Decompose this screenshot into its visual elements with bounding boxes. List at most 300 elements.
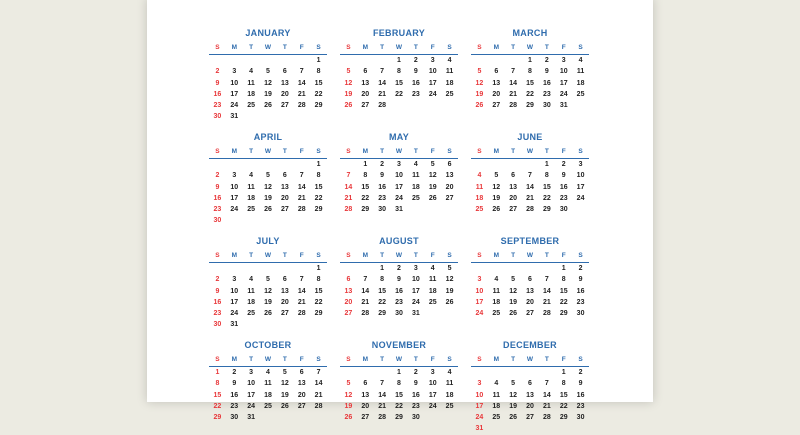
day-cell: 10 bbox=[230, 183, 239, 191]
day-cell: 4 bbox=[266, 369, 270, 376]
week-row bbox=[471, 182, 589, 193]
day-cell bbox=[424, 204, 441, 215]
weekday-header: S bbox=[578, 148, 583, 155]
day-cell bbox=[209, 263, 226, 274]
day-cell: 24 bbox=[576, 194, 585, 202]
weekday-header: F bbox=[299, 252, 304, 259]
day-cell: 15 bbox=[314, 287, 323, 295]
day-cell: 20 bbox=[509, 194, 518, 202]
week-row bbox=[209, 367, 327, 378]
weekday-header: S bbox=[215, 252, 220, 259]
day-cell: 14 bbox=[378, 79, 387, 87]
day-cell: 7 bbox=[528, 172, 532, 180]
day-cell: 15 bbox=[559, 391, 568, 399]
week-row bbox=[209, 159, 327, 170]
day-cell bbox=[488, 263, 505, 274]
day-cell: 2 bbox=[215, 68, 220, 76]
calendar-page bbox=[147, 0, 653, 433]
day-cell bbox=[572, 204, 589, 215]
weekday-header: T bbox=[413, 148, 418, 155]
day-cell bbox=[310, 111, 327, 122]
day-cell bbox=[243, 159, 260, 170]
day-cell: 28 bbox=[297, 102, 306, 110]
day-cell bbox=[441, 204, 458, 215]
week-row bbox=[209, 100, 327, 111]
week-row bbox=[471, 204, 589, 215]
day-cell: 9 bbox=[380, 172, 385, 180]
day-cell: 23 bbox=[559, 194, 568, 202]
day-cell: 11 bbox=[492, 287, 500, 295]
day-cell bbox=[310, 215, 327, 226]
day-cell bbox=[522, 263, 539, 274]
week-row bbox=[340, 378, 458, 389]
day-cell: 5 bbox=[430, 161, 435, 168]
day-cell bbox=[293, 55, 310, 66]
week-row bbox=[471, 378, 589, 389]
weekday-header: W bbox=[395, 252, 403, 259]
day-cell: 19 bbox=[280, 391, 289, 399]
week-row bbox=[209, 297, 327, 308]
day-cell: 22 bbox=[559, 402, 568, 410]
day-cell: 14 bbox=[542, 391, 551, 399]
weekday-header: T bbox=[282, 252, 287, 259]
week-row bbox=[471, 401, 589, 412]
day-cell: 2 bbox=[413, 369, 418, 376]
day-cell: 24 bbox=[411, 298, 420, 306]
weekday-header-row bbox=[471, 250, 589, 263]
day-cell bbox=[260, 55, 277, 66]
day-cell: 17 bbox=[230, 194, 239, 202]
weekday-header: W bbox=[264, 356, 272, 363]
day-cell: 11 bbox=[445, 68, 454, 76]
day-cell: 8 bbox=[316, 276, 321, 284]
day-cell: 18 bbox=[247, 298, 256, 306]
day-cell: 4 bbox=[430, 265, 435, 272]
day-cell bbox=[505, 367, 522, 378]
day-cell bbox=[572, 423, 589, 434]
day-cell: 30 bbox=[542, 102, 551, 110]
day-cell bbox=[538, 367, 555, 378]
day-cell: 28 bbox=[509, 102, 518, 110]
day-cell: 29 bbox=[395, 414, 403, 422]
day-cell: 13 bbox=[492, 79, 501, 87]
week-row bbox=[209, 66, 327, 77]
day-cell: 6 bbox=[447, 161, 452, 168]
day-cell: 3 bbox=[430, 57, 435, 64]
weekday-header: F bbox=[299, 44, 304, 51]
weekday-header-row bbox=[340, 250, 458, 263]
day-cell: 20 bbox=[297, 391, 306, 399]
day-cell: 17 bbox=[475, 402, 484, 410]
day-cell: 28 bbox=[297, 310, 306, 318]
day-cell bbox=[243, 263, 260, 274]
weekday-header: T bbox=[544, 252, 549, 259]
day-cell: 25 bbox=[445, 90, 454, 98]
day-cell bbox=[488, 367, 505, 378]
day-cell: 4 bbox=[249, 276, 254, 284]
weekday-header: W bbox=[264, 148, 272, 155]
day-cell: 9 bbox=[561, 172, 566, 180]
weekday-header: M bbox=[362, 148, 368, 155]
day-cell: 30 bbox=[230, 414, 239, 422]
day-cell: 30 bbox=[213, 321, 222, 329]
day-cell: 12 bbox=[509, 391, 518, 399]
day-cell: 8 bbox=[544, 172, 549, 180]
day-cell: 1 bbox=[561, 369, 566, 376]
day-cell: 26 bbox=[428, 194, 437, 202]
day-cell: 18 bbox=[247, 90, 256, 98]
week-row bbox=[471, 263, 589, 274]
day-cell: 23 bbox=[395, 298, 403, 306]
day-cell: 19 bbox=[264, 194, 272, 202]
day-cell: 5 bbox=[266, 276, 270, 284]
day-cell: 12 bbox=[428, 172, 437, 180]
day-cell: 5 bbox=[477, 68, 482, 76]
day-cell: 22 bbox=[314, 194, 323, 202]
week-row bbox=[209, 390, 327, 401]
day-cell: 17 bbox=[428, 79, 437, 87]
weekday-header: S bbox=[447, 356, 452, 363]
month-title: JANUARY bbox=[245, 28, 291, 38]
day-cell bbox=[441, 412, 458, 423]
day-cell: 5 bbox=[266, 68, 270, 76]
day-cell: 31 bbox=[230, 321, 239, 329]
day-cell: 2 bbox=[380, 161, 385, 168]
day-cell: 1 bbox=[528, 57, 532, 64]
day-cell: 25 bbox=[247, 206, 256, 214]
day-cell: 16 bbox=[542, 79, 551, 87]
day-cell: 6 bbox=[346, 276, 351, 284]
day-cell: 9 bbox=[232, 380, 237, 388]
day-cell: 12 bbox=[264, 287, 272, 295]
day-cell bbox=[424, 308, 441, 319]
day-cell: 6 bbox=[511, 172, 516, 180]
week-row bbox=[209, 55, 327, 66]
day-cell: 5 bbox=[511, 380, 516, 388]
day-cell: 18 bbox=[475, 194, 484, 202]
day-cell: 23 bbox=[213, 102, 222, 110]
day-cell: 10 bbox=[475, 287, 484, 295]
day-cell: 26 bbox=[509, 414, 518, 422]
day-cell: 11 bbox=[576, 68, 585, 76]
day-cell: 16 bbox=[213, 298, 222, 306]
day-cell: 6 bbox=[282, 172, 287, 180]
week-row bbox=[471, 193, 589, 204]
day-cell bbox=[522, 159, 539, 170]
day-cell: 1 bbox=[380, 265, 385, 272]
day-cell: 13 bbox=[361, 79, 370, 87]
day-cell: 3 bbox=[477, 380, 482, 388]
day-cell: 14 bbox=[542, 287, 551, 295]
month-title: MARCH bbox=[512, 28, 548, 38]
day-cell: 27 bbox=[280, 102, 289, 110]
day-cell: 7 bbox=[511, 68, 516, 76]
day-cell: 12 bbox=[344, 391, 353, 399]
day-cell: 18 bbox=[411, 183, 420, 191]
day-cell: 5 bbox=[346, 380, 351, 388]
week-row bbox=[340, 66, 458, 77]
day-cell: 15 bbox=[314, 79, 323, 87]
week-row bbox=[471, 286, 589, 297]
day-cell: 29 bbox=[314, 310, 323, 318]
day-cell: 1 bbox=[544, 161, 549, 168]
day-cell: 30 bbox=[576, 414, 585, 422]
day-cell: 24 bbox=[247, 402, 256, 410]
day-cell: 8 bbox=[397, 380, 401, 388]
day-cell: 23 bbox=[411, 90, 420, 98]
week-row bbox=[340, 297, 458, 308]
day-cell: 27 bbox=[344, 310, 353, 318]
day-cell: 13 bbox=[445, 172, 454, 180]
day-cell: 16 bbox=[230, 391, 239, 399]
weekday-header: S bbox=[215, 356, 220, 363]
day-cell: 9 bbox=[413, 380, 418, 388]
weekday-header: T bbox=[380, 148, 385, 155]
week-row bbox=[209, 274, 327, 285]
week-row bbox=[209, 215, 327, 226]
day-cell: 4 bbox=[447, 57, 452, 64]
day-cell: 12 bbox=[264, 183, 272, 191]
day-cell: 14 bbox=[314, 380, 323, 388]
day-cell: 2 bbox=[578, 265, 583, 272]
day-cell: 10 bbox=[559, 68, 568, 76]
day-cell: 11 bbox=[247, 79, 255, 87]
day-cell: 10 bbox=[428, 68, 437, 76]
weekday-header: S bbox=[316, 44, 321, 51]
day-cell bbox=[226, 215, 243, 226]
week-row bbox=[209, 308, 327, 319]
day-cell: 24 bbox=[230, 102, 239, 110]
day-cell: 5 bbox=[511, 276, 516, 284]
day-cell: 10 bbox=[411, 276, 420, 284]
weekday-header: M bbox=[362, 44, 368, 51]
day-cell bbox=[538, 423, 555, 434]
day-cell: 2 bbox=[561, 161, 566, 168]
week-row bbox=[209, 89, 327, 100]
day-cell: 12 bbox=[344, 79, 353, 87]
weekday-header: W bbox=[395, 148, 403, 155]
day-cell: 1 bbox=[316, 265, 321, 272]
day-cell: 13 bbox=[280, 183, 289, 191]
day-cell: 30 bbox=[559, 206, 568, 214]
day-cell: 10 bbox=[230, 79, 239, 87]
month-june bbox=[471, 131, 589, 215]
weekday-header-row bbox=[340, 146, 458, 159]
weekday-header: S bbox=[578, 44, 583, 51]
weekday-header-row bbox=[340, 354, 458, 367]
week-row bbox=[209, 412, 327, 423]
day-cell: 21 bbox=[344, 194, 353, 202]
month-title: NOVEMBER bbox=[371, 340, 427, 350]
day-cell: 13 bbox=[344, 287, 353, 295]
day-cell: 7 bbox=[299, 276, 304, 284]
day-cell: 15 bbox=[314, 183, 323, 191]
week-row bbox=[209, 263, 327, 274]
day-cell: 15 bbox=[213, 391, 222, 399]
day-cell: 18 bbox=[492, 298, 501, 306]
day-cell bbox=[488, 55, 505, 66]
day-cell bbox=[471, 367, 488, 378]
day-cell: 11 bbox=[445, 380, 454, 388]
weekday-header: T bbox=[544, 44, 549, 51]
day-cell: 14 bbox=[344, 183, 353, 191]
day-cell: 29 bbox=[213, 414, 222, 422]
day-cell: 19 bbox=[492, 194, 501, 202]
day-cell: 8 bbox=[363, 172, 368, 180]
weekday-header: F bbox=[299, 148, 304, 155]
day-cell: 5 bbox=[346, 68, 351, 76]
day-cell: 6 bbox=[299, 369, 304, 376]
week-row bbox=[471, 89, 589, 100]
day-cell: 23 bbox=[213, 310, 222, 318]
day-cell: 29 bbox=[361, 206, 370, 214]
month-title: JULY bbox=[256, 236, 280, 246]
day-cell: 14 bbox=[297, 183, 306, 191]
weekday-header: S bbox=[215, 44, 220, 51]
day-cell: 24 bbox=[475, 414, 484, 422]
day-cell: 7 bbox=[299, 172, 304, 180]
day-cell: 28 bbox=[526, 206, 534, 214]
day-cell bbox=[293, 159, 310, 170]
weekday-header: M bbox=[493, 44, 499, 51]
week-row bbox=[340, 274, 458, 285]
day-cell: 3 bbox=[397, 161, 401, 168]
weekday-header: T bbox=[544, 356, 549, 363]
month-march bbox=[471, 27, 589, 111]
day-cell: 11 bbox=[475, 183, 484, 191]
month-december bbox=[471, 339, 589, 435]
week-row bbox=[471, 55, 589, 66]
day-cell: 21 bbox=[378, 90, 387, 98]
day-cell: 13 bbox=[361, 391, 370, 399]
day-cell: 9 bbox=[215, 287, 220, 295]
weekday-header: M bbox=[362, 356, 368, 363]
day-cell bbox=[471, 55, 488, 66]
day-cell bbox=[209, 159, 226, 170]
day-cell bbox=[441, 308, 458, 319]
weekday-header: F bbox=[561, 252, 566, 259]
day-cell: 2 bbox=[578, 369, 583, 376]
weekday-header: S bbox=[578, 252, 583, 259]
day-cell bbox=[407, 204, 424, 215]
day-cell: 5 bbox=[266, 172, 270, 180]
week-row bbox=[471, 78, 589, 89]
day-cell: 1 bbox=[363, 161, 368, 168]
day-cell: 30 bbox=[378, 206, 387, 214]
week-row bbox=[471, 170, 589, 181]
day-cell: 27 bbox=[297, 402, 306, 410]
month-title: AUGUST bbox=[379, 236, 419, 246]
day-cell: 12 bbox=[509, 287, 518, 295]
day-cell: 20 bbox=[526, 298, 534, 306]
day-cell: 14 bbox=[378, 391, 387, 399]
day-cell bbox=[391, 100, 408, 111]
day-cell bbox=[424, 100, 441, 111]
day-cell: 25 bbox=[247, 310, 256, 318]
weekday-header: T bbox=[282, 44, 287, 51]
day-cell: 13 bbox=[297, 380, 306, 388]
day-cell bbox=[226, 55, 243, 66]
day-cell: 8 bbox=[316, 172, 321, 180]
day-cell: 23 bbox=[378, 194, 387, 202]
day-cell: 21 bbox=[297, 298, 306, 306]
day-cell: 19 bbox=[509, 402, 518, 410]
day-cell: 7 bbox=[380, 68, 385, 76]
day-cell: 19 bbox=[264, 298, 272, 306]
day-cell: 20 bbox=[445, 183, 454, 191]
day-cell bbox=[441, 100, 458, 111]
day-cell: 6 bbox=[528, 276, 532, 284]
day-cell bbox=[243, 215, 260, 226]
day-cell: 27 bbox=[526, 310, 534, 318]
day-cell bbox=[357, 263, 374, 274]
day-cell: 17 bbox=[395, 183, 403, 191]
day-cell bbox=[340, 263, 357, 274]
weekday-header: T bbox=[282, 148, 287, 155]
day-cell: 26 bbox=[344, 102, 353, 110]
day-cell: 8 bbox=[397, 68, 401, 76]
day-cell bbox=[357, 367, 374, 378]
day-cell bbox=[276, 319, 293, 330]
weekday-header: W bbox=[395, 44, 403, 51]
day-cell: 31 bbox=[475, 425, 484, 433]
day-cell: 16 bbox=[213, 194, 222, 202]
month-january bbox=[209, 27, 327, 123]
day-cell: 29 bbox=[314, 102, 323, 110]
day-cell: 5 bbox=[494, 172, 499, 180]
weekday-header: F bbox=[299, 356, 304, 363]
weekday-header: S bbox=[578, 356, 583, 363]
day-cell: 20 bbox=[361, 90, 370, 98]
day-cell: 20 bbox=[344, 298, 353, 306]
day-cell: 28 bbox=[297, 206, 306, 214]
day-cell: 17 bbox=[230, 298, 239, 306]
weekday-header: T bbox=[282, 356, 287, 363]
day-cell bbox=[471, 159, 488, 170]
day-cell: 27 bbox=[492, 102, 501, 110]
day-cell bbox=[260, 263, 277, 274]
day-cell: 24 bbox=[230, 206, 239, 214]
week-row bbox=[340, 182, 458, 193]
day-cell: 19 bbox=[344, 90, 353, 98]
day-cell bbox=[340, 159, 357, 170]
month-title: SEPTEMBER bbox=[500, 236, 560, 246]
week-row bbox=[209, 111, 327, 122]
day-cell bbox=[243, 111, 260, 122]
day-cell: 22 bbox=[378, 298, 387, 306]
day-cell bbox=[310, 412, 327, 423]
day-cell: 22 bbox=[526, 90, 534, 98]
day-cell: 4 bbox=[447, 369, 452, 376]
weekday-header-row bbox=[471, 146, 589, 159]
day-cell: 9 bbox=[215, 79, 220, 87]
day-cell: 25 bbox=[576, 90, 585, 98]
day-cell: 16 bbox=[395, 287, 403, 295]
day-cell bbox=[260, 319, 277, 330]
month-august bbox=[340, 235, 458, 319]
weekday-header: F bbox=[561, 148, 566, 155]
day-cell: 29 bbox=[559, 310, 568, 318]
day-cell: 25 bbox=[492, 414, 501, 422]
weekday-header: W bbox=[526, 148, 534, 155]
day-cell: 21 bbox=[361, 298, 370, 306]
day-cell: 22 bbox=[314, 90, 323, 98]
weekday-header: M bbox=[493, 148, 499, 155]
day-cell: 21 bbox=[314, 391, 323, 399]
weekday-header: S bbox=[477, 44, 482, 51]
day-cell: 28 bbox=[378, 414, 387, 422]
day-cell: 2 bbox=[544, 57, 549, 64]
